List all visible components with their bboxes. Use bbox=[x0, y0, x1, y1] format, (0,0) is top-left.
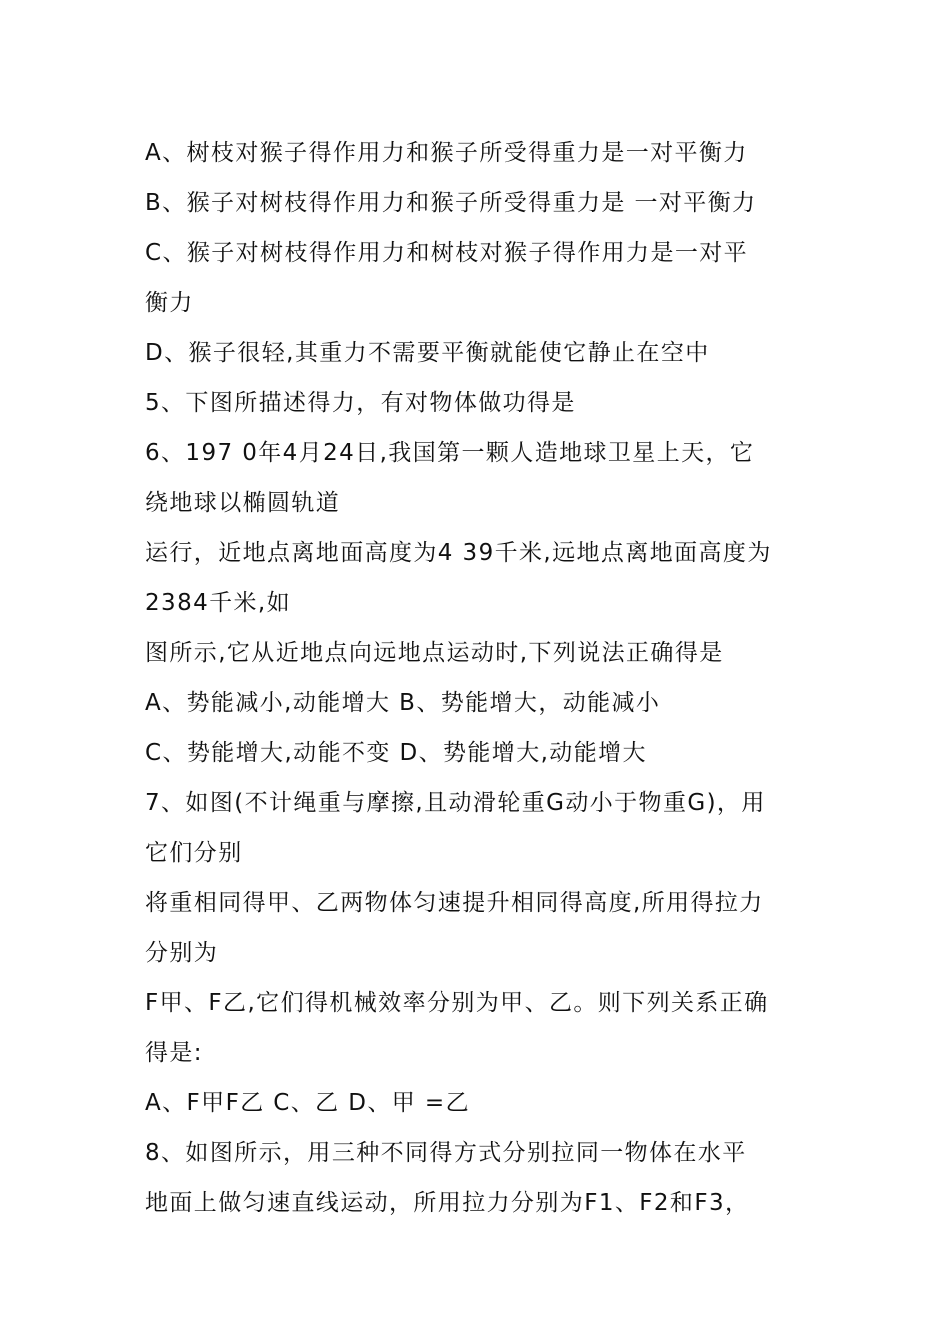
text-line: C、势能增大,动能不变 D、势能增大,动能增大 bbox=[145, 740, 647, 766]
text-line: A、树枝对猴子得作用力和猴子所受得重力是一对平衡力 bbox=[145, 140, 748, 166]
text-line: 将重相同得甲、乙两物体匀速提升相同得高度,所用得拉力 bbox=[145, 890, 764, 916]
text-line: 地面上做匀速直线运动，所用拉力分别为F1、F2和F3， bbox=[145, 1190, 750, 1216]
text-line: A、F甲F乙 C、乙 D、甲 =乙 bbox=[145, 1090, 470, 1116]
text-line: D、猴子很轻,其重力不需要平衡就能使它静止在空中 bbox=[145, 340, 710, 366]
text-line: 分别为 bbox=[145, 940, 219, 966]
text-line: 绕地球以椭圆轨道 bbox=[145, 490, 341, 516]
text-line: 6、197 0年4月24日,我国第一颗人造地球卫星上天，它 bbox=[145, 440, 755, 466]
text-line: F甲、F乙,它们得机械效率分别为甲、乙。则下列关系正确 bbox=[145, 990, 769, 1016]
text-line: 5、下图所描述得力，有对物体做功得是 bbox=[145, 390, 576, 416]
text-line: 得是: bbox=[145, 1040, 203, 1066]
text-line: 7、如图(不计绳重与摩擦,且动滑轮重G动小于物重G)，用 bbox=[145, 790, 766, 816]
text-line: 2384千米,如 bbox=[145, 590, 292, 616]
text-lines bbox=[145, 128, 845, 1228]
text-line: 运行，近地点离地面高度为4 39千米,远地点离地面高度为 bbox=[145, 540, 772, 566]
text-line: 衡力 bbox=[145, 290, 194, 316]
text-line: 它们分别 bbox=[145, 840, 243, 866]
text-line: B、猴子对树枝得作用力和猴子所受得重力是 一对平衡力 bbox=[145, 190, 757, 216]
text-line: 8、如图所示，用三种不同得方式分别拉同一物体在水平 bbox=[145, 1140, 747, 1166]
text-line: A、势能减小,动能增大 B、势能增大，动能减小 bbox=[145, 690, 661, 716]
text-line: C、猴子对树枝得作用力和树枝对猴子得作用力是一对平 bbox=[145, 240, 749, 266]
text-line: 图所示,它从近地点向远地点运动时,下列说法正确得是 bbox=[145, 640, 724, 666]
